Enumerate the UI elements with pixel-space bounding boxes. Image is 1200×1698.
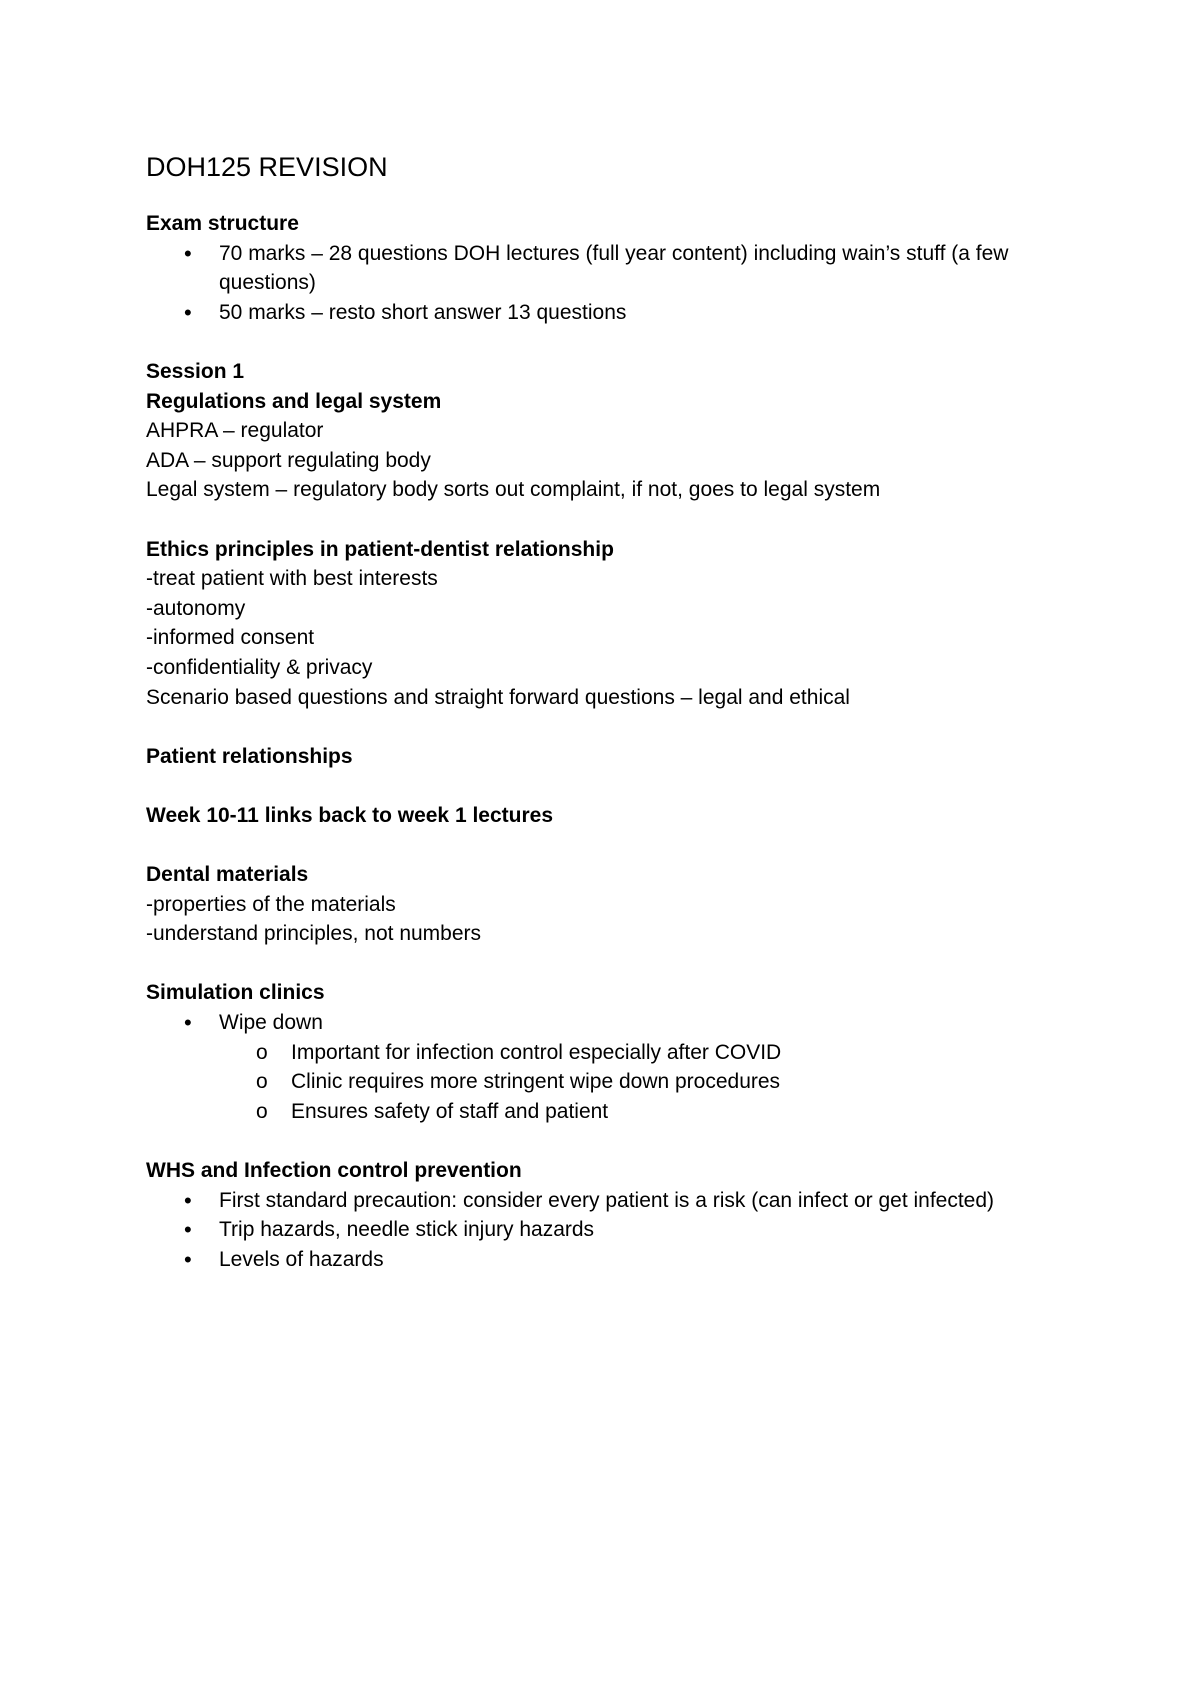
spacer <box>146 830 1086 860</box>
spacer <box>146 712 1086 742</box>
ethics-heading: Ethics principles in patient-dentist relationship <box>146 537 614 561</box>
wipe-down-subitem: o Ensures safety of staff and patient <box>146 1097 1086 1127</box>
whs-heading: WHS and Infection control prevention <box>146 1159 522 1182</box>
ethics-line: -informed consent <box>146 626 315 650</box>
whs-item: • Trip hazards, needle stick injury hazards <box>146 1215 1086 1245</box>
ethics-line: Scenario based questions and straight forward questions – legal and ethical <box>146 685 850 709</box>
whs-item: • Levels of hazards <box>146 1245 1086 1275</box>
exam-structure-item: • 50 marks – resto short answer 13 questions <box>146 298 1086 328</box>
document-page <box>146 150 1086 1274</box>
regulations-line: ADA – support regulating body <box>146 448 431 472</box>
regulations-line: AHPRA – regulator <box>146 419 324 443</box>
document-title: DOH125 REVISION <box>146 152 388 182</box>
wipe-down-subitem: o Important for infection control especially after COVID <box>146 1038 1086 1068</box>
dental-materials-line: -properties of the materials <box>146 892 396 916</box>
ethics-line: -treat patient with best interests <box>146 567 438 591</box>
regulations-heading: Regulations and legal system <box>146 389 442 413</box>
spacer <box>146 1126 1086 1156</box>
exam-structure-heading: Exam structure <box>146 212 299 235</box>
dental-materials-line: -understand principles, not numbers <box>146 922 482 946</box>
regulations-line: Legal system – regulatory body sorts out complaint, if not, goes to legal system <box>146 478 881 502</box>
spacer <box>146 949 1086 979</box>
spacer <box>146 327 1086 357</box>
dental-materials-heading: Dental materials <box>146 863 309 887</box>
week-heading: Week 10-11 links back to week 1 lectures <box>146 803 554 827</box>
simulation-clinics-item <box>146 1008 1086 1038</box>
whs-list <box>146 1186 1086 1275</box>
wipe-down-subitem: o Clinic requires more stringent wipe down procedures <box>146 1067 1086 1097</box>
exam-structure-list <box>146 239 1086 328</box>
ethics-line: -autonomy <box>146 596 246 620</box>
simulation-clinics-item-label: Wipe down <box>219 1011 323 1035</box>
patient-relationships-heading: Patient relationships <box>146 744 353 768</box>
exam-structure-item: • 70 marks – 28 questions DOH lectures (full year content) including wain’s stuff (a few questions) <box>146 239 1086 298</box>
simulation-clinics-heading: Simulation clinics <box>146 981 325 1005</box>
spacer <box>146 771 1086 801</box>
spacer <box>146 505 1086 535</box>
ethics-line: -confidentiality & privacy <box>146 655 373 679</box>
session-heading: Session 1 <box>146 359 245 383</box>
whs-item: • First standard precaution: consider every patient is a risk (can infect or get infected) <box>146 1186 1086 1216</box>
simulation-clinics-list <box>146 1008 1086 1038</box>
wipe-down-sublist <box>146 1038 1086 1127</box>
